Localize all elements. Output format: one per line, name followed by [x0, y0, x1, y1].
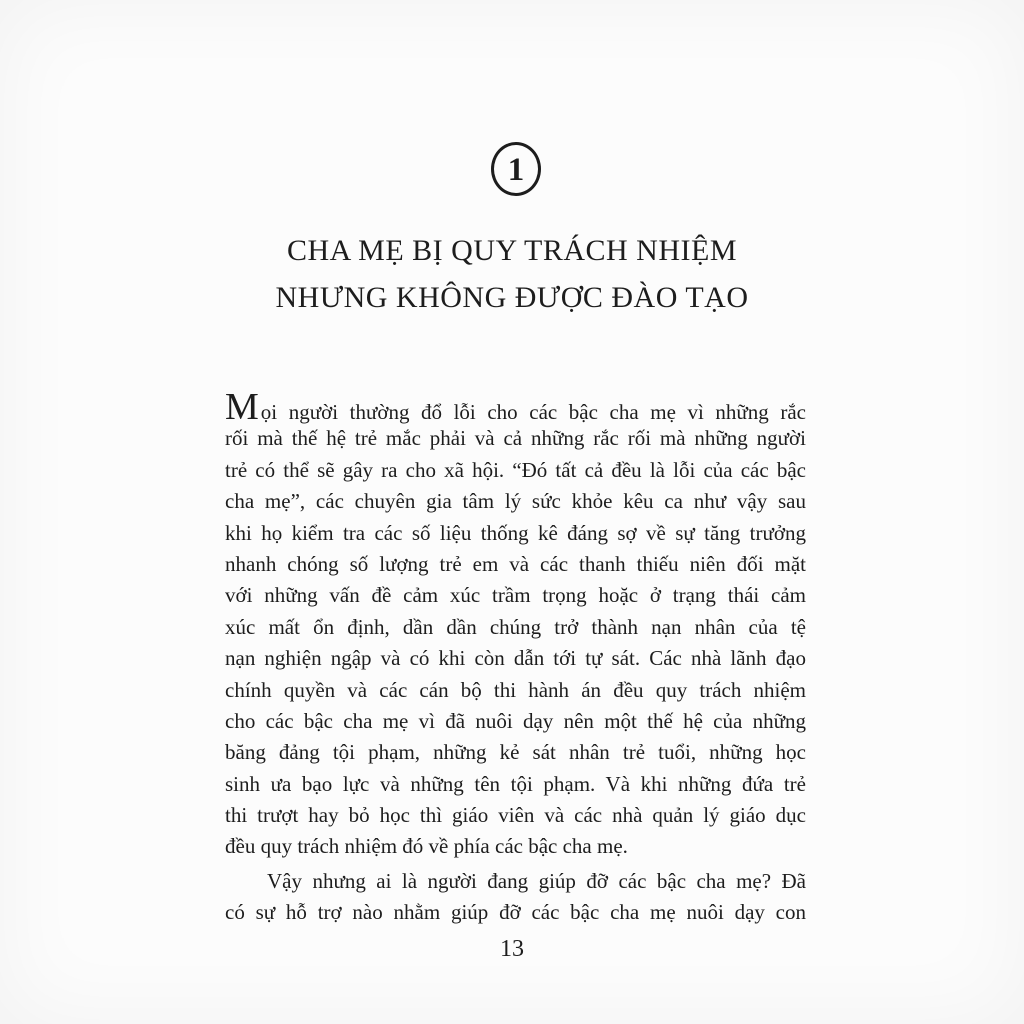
body-line: cha mẹ”, các chuyên gia tâm lý sức khỏe kêu ca như vậy sau: [225, 489, 806, 514]
body-line: băng đảng tội phạm, những kẻ sát nhân trẻ tuổi, những học: [225, 740, 806, 765]
paragraph1-last-line: đều quy trách nhiệm đó về phía các bậc cha mẹ.: [225, 834, 628, 859]
body-line-first: [225, 386, 806, 428]
body-line: thi trượt hay bỏ học thì giáo viên và các nhà quản lý giáo dục: [225, 803, 806, 828]
body-line: Vậy nhưng ai là người đang giúp đỡ các bậc cha mẹ? Đã: [267, 868, 806, 893]
chapter-number: 1: [507, 151, 525, 188]
body-line: cho các bậc cha mẹ vì đã nuôi dạy nên một thế hệ của những: [225, 708, 806, 733]
body-line: có sự hỗ trợ nào nhằm giúp đỡ các bậc cha mẹ nuôi dạy con: [225, 900, 806, 925]
body-line: xúc mất ổn định, dần dần chúng trở thành nạn nhân của tệ: [225, 614, 806, 639]
raised-initial-cap: M: [225, 386, 259, 428]
chapter-title-line1: CHA MẸ BỊ QUY TRÁCH NHIỆM: [286, 234, 738, 267]
body-line: nạn nghiện ngập và có khi còn dẫn tới tự sát. Các nhà lãnh đạo: [225, 646, 806, 671]
paragraph2: [225, 866, 806, 929]
body-line: nhanh chóng số lượng trẻ em và các thanh thiếu niên đối mặt: [225, 551, 806, 576]
paragraph1-lines: [225, 423, 806, 831]
chapter-title-line2: NHƯNG KHÔNG ĐƯỢC ĐÀO TẠO: [275, 281, 749, 314]
body-line: trẻ có thể sẽ gây ra cho xã hội. “Đó tất cả đều là lỗi của các bậc: [225, 457, 806, 482]
chapter-number-badge: [491, 142, 541, 196]
page-number: 13: [500, 936, 524, 962]
body-line: rối mà thế hệ trẻ mắc phải và cả những rắc rối mà những người: [225, 426, 806, 451]
chapter-title: [0, 227, 1024, 321]
body-line: khi họ kiểm tra các số liệu thống kê đáng sợ về sự tăng trưởng: [225, 520, 806, 545]
body-line: chính quyền và các cán bộ thi hành án đều quy trách nhiệm: [225, 677, 806, 702]
body-line-first-text: ọi người thường đổ lỗi cho các bậc cha mẹ vì những rắc: [260, 400, 806, 424]
body-line: sinh ưa bạo lực và những tên tội phạm. Và khi những đứa trẻ: [225, 771, 806, 796]
body-line: với những vấn đề cảm xúc trầm trọng hoặc ở trạng thái cảm: [225, 583, 806, 608]
body-text: [225, 386, 806, 929]
